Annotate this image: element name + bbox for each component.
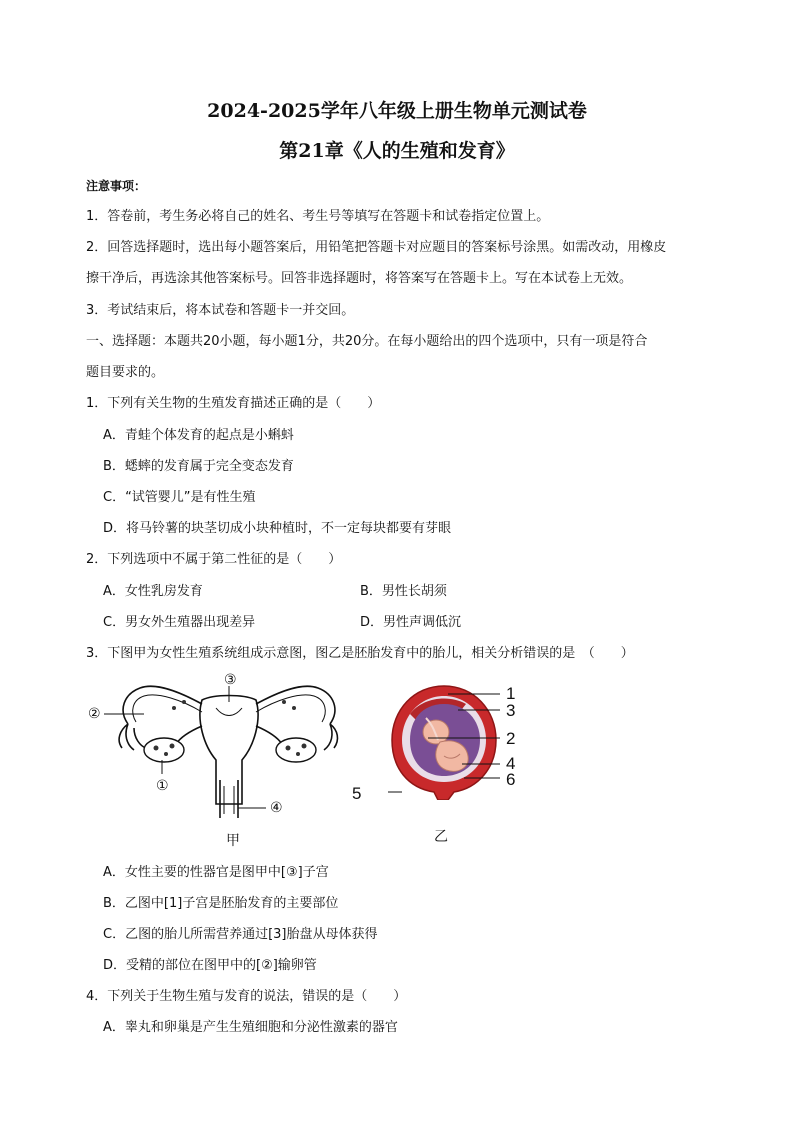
female-reproductive-system-diagram (84, 668, 340, 826)
question-2-option-d: D．男性声调低沉 (360, 615, 462, 630)
label-1-number: 1 (506, 684, 516, 703)
section-instruction-cont: 题目要求的。 (86, 365, 165, 380)
question-1-option-b: B．蟋蟀的发育属于完全变态发育 (103, 459, 294, 474)
label-1-marker: ① (156, 778, 169, 794)
label-2-number: 2 (506, 729, 516, 748)
question-3-option-b: B．乙图中[1]子宫是胚胎发育的主要部位 (103, 896, 339, 911)
label-4-number: 4 (506, 754, 516, 773)
question-4-stem: 4．下列关于生物生殖与发育的说法，错误的是（ ） (86, 989, 407, 1004)
question-2-option-c: C．男女外生殖器出现差异 (103, 615, 256, 630)
label-4-marker: ④ (270, 800, 283, 816)
question-2-option-b: B．男性长胡须 (360, 584, 447, 599)
label-3-marker: ③ (224, 672, 237, 688)
question-1-stem: 1．下列有关生物的生殖发育描述正确的是（ ） (86, 396, 381, 411)
question-2-stem: 2．下列选项中不属于第二性征的是（ ） (86, 552, 342, 567)
question-4-option-a: A．睾丸和卵巢是产生生殖细胞和分泌性激素的器官 (103, 1020, 398, 1035)
question-3-option-d: D．受精的部位在图甲中的[②]输卵管 (103, 958, 317, 973)
notice-item-2-cont: 擦干净后，再选涂其他答案标号。回答非选择题时，将答案写在答题卡上。写在本试卷上无效。 (86, 271, 633, 286)
fetus-in-uterus-diagram (388, 684, 500, 800)
notice-heading: 注意事项： (86, 179, 147, 193)
label-6-number: 6 (506, 770, 516, 789)
question-2-option-a: A．女性乳房发育 (103, 584, 203, 599)
question-1-option-d: D．将马铃薯的块茎切成小块种植时，不一定每块都要有芽眼 (103, 521, 452, 536)
figure-yi-caption: 乙 (434, 829, 448, 845)
notice-item-3: 3．考试结束后，将本试卷和答题卡一并交回。 (86, 303, 355, 318)
question-3-stem: 3．下图甲为女性生殖系统组成示意图，图乙是胚胎发育中的胎儿，相关分析错误的是 （ ） (86, 646, 634, 661)
question-1-option-c: C．“试管婴儿”是有性生殖 (103, 490, 256, 505)
question-3-option-c: C．乙图的胎儿所需营养通过[3]胎盘从母体获得 (103, 927, 378, 942)
section-instruction: 一、选择题：本题共20小题，每小题1分，共20分。在每小题给出的四个选项中，只有一项是符合 (86, 334, 648, 349)
exam-title: 2024-2025学年八年级上册生物单元测试卷 (207, 100, 587, 122)
right-ovary (276, 738, 316, 762)
figure-jia-caption: 甲 (226, 833, 240, 849)
chapter-title: 第21章《人的生殖和发育》 (279, 140, 515, 162)
question-3-option-a: A．女性主要的性器官是图甲中[③]子宫 (103, 865, 329, 880)
label-5-number: 5 (352, 784, 362, 803)
label-3-number: 3 (506, 701, 516, 720)
label-2-marker: ② (88, 706, 101, 722)
question-1-option-a: A．青蛙个体发育的起点是小蝌蚪 (103, 428, 294, 443)
notice-item-2: 2．回答选择题时，选出每小题答案后，用铅笔把答题卡对应题目的答案标号涂黑。如需改动，用橡皮 (86, 240, 667, 255)
notice-item-1: 1．答卷前，考生务必将自己的姓名、考生号等填写在答题卡和试卷指定位置上。 (86, 209, 550, 224)
left-ovary (144, 738, 184, 762)
